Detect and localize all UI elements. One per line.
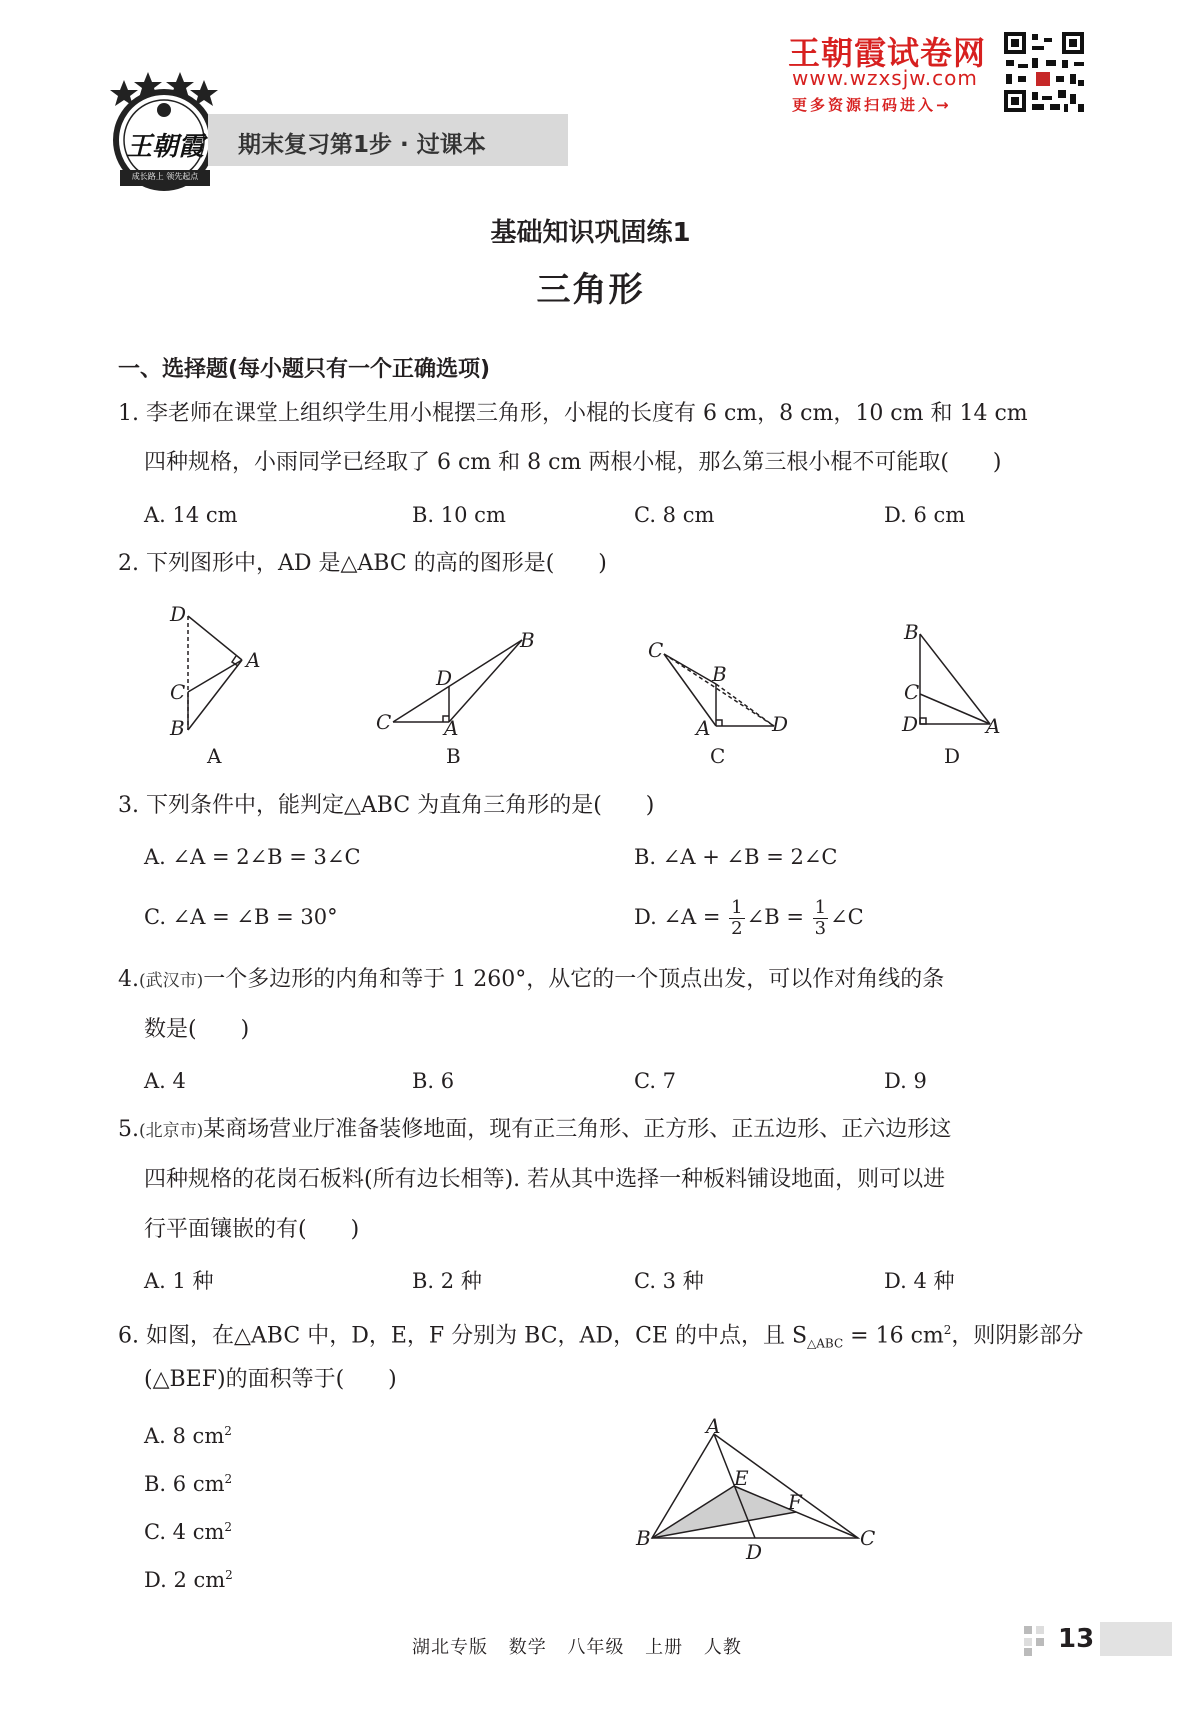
fa-label-b: B: [170, 716, 185, 740]
fd-label-b: B: [904, 620, 919, 644]
q3-d-fraction-1: $\frac{1}{2}$: [731, 897, 743, 939]
figure-b: [393, 640, 522, 722]
q6-option-a[interactable]: A. 8 $cm^2$: [144, 1424, 232, 1448]
q3-option-c[interactable]: C. ∠A = ∠B = 30°: [144, 905, 338, 929]
q4-option-a[interactable]: A. 4: [144, 1069, 186, 1093]
fb-label-b: B: [520, 628, 535, 652]
q2-text: 2. 下列图形中，AD 是△ABC 的高的图形是( ): [118, 551, 607, 576]
f6-label-b: B: [636, 1526, 651, 1550]
q2-caption-a[interactable]: A: [207, 744, 222, 768]
q3-d-fraction-2: $\frac{1}{3}$: [814, 897, 827, 939]
fa-label-c: C: [170, 680, 186, 704]
q5-option-d[interactable]: D. 4 种: [884, 1269, 955, 1293]
q6-line1: 6. 如图，在△ABC 中，D，E，F 分别为 BC，AD，CE 的中点，且 $S_{\triangle ABC} = 16$ $cm^2$，则阴影部分: [118, 1323, 1084, 1351]
fb-label-a: A: [444, 716, 459, 740]
q4-option-c[interactable]: C. 7: [634, 1069, 677, 1093]
q3-d-mid: ∠B =: [746, 905, 804, 929]
q6-option-d[interactable]: D. 2 $cm^2$: [144, 1568, 233, 1592]
q6-option-c[interactable]: C. 4 $cm^2$: [144, 1520, 233, 1544]
fb-label-c: C: [376, 710, 392, 734]
q5-option-c[interactable]: C. 3 种: [634, 1269, 704, 1293]
qr-code[interactable]: [1002, 30, 1086, 114]
q6-line2: (△BEF)的面积等于( ): [144, 1367, 397, 1392]
q4-line2: 数是( ): [144, 1017, 250, 1042]
q6-option-b[interactable]: B. 6 $cm^2$: [144, 1472, 233, 1496]
q3-d-prefix: D. ∠A =: [634, 905, 721, 929]
fc-label-b: B: [712, 662, 727, 686]
brand-name: 王朝霞试卷网: [788, 34, 987, 72]
f6-label-a: A: [706, 1414, 721, 1438]
f6-label-f: F: [788, 1490, 802, 1514]
q3-d-end: ∠C: [830, 905, 864, 929]
q3-text: 3. 下列条件中，能判定△ABC 为直角三角形的是( ): [118, 793, 655, 818]
subtitle: 基础知识巩固练1: [490, 218, 691, 248]
f6-label-d: D: [746, 1540, 763, 1564]
q1-line1: 1. 李老师在课堂上组织学生用小棍摆三角形，小棍的长度有 6 cm，8 cm，10 cm 和 14 cm: [118, 401, 1028, 426]
logo-slogan: 成长路上 领先起点: [131, 172, 199, 181]
f6-label-e: E: [734, 1466, 749, 1490]
brand-url[interactable]: www.wzxsjw.com: [792, 66, 978, 90]
q2-caption-c[interactable]: C: [710, 744, 726, 768]
figure-a: [188, 616, 242, 730]
logo-text: 王朝霞: [125, 132, 204, 162]
q1-option-b[interactable]: B. 10 cm: [412, 503, 506, 527]
q3-option-d[interactable]: [634, 894, 864, 940]
q4-line1: 4.(武汉市)一个多边形的内角和等于 1 260°，从它的一个顶点出发，可以作对角线的条: [118, 967, 945, 992]
fc-label-d: D: [772, 712, 789, 736]
q2-caption-d[interactable]: D: [944, 744, 961, 768]
fd-label-d: D: [902, 712, 919, 736]
q6-figure: [620, 1410, 880, 1560]
fd-label-a: A: [986, 714, 1001, 738]
q2-caption-b[interactable]: B: [446, 744, 461, 768]
q1-option-d[interactable]: D. 6 cm: [884, 503, 966, 527]
qr-code-icon: [1002, 30, 1086, 114]
fc-label-a: A: [696, 716, 711, 740]
q5-line3: 行平面镶嵌的有( ): [144, 1217, 360, 1242]
footer-edition: 湖北专版 数学 八年级 上册 人教: [412, 1637, 742, 1658]
q1-option-a[interactable]: A. 14 cm: [144, 503, 238, 527]
banner-title: 期末复习第1步 · 过课本: [238, 132, 486, 158]
q5-source: (北京市): [139, 1121, 204, 1141]
q3-option-b[interactable]: B. ∠A + ∠B = 2∠C: [634, 845, 838, 869]
q4-source: (武汉市): [139, 971, 204, 991]
f6-label-c: C: [860, 1526, 876, 1550]
logo: [104, 68, 224, 198]
page-number: 13: [1058, 1624, 1095, 1654]
page-number-bar: [1100, 1622, 1172, 1656]
fd-label-c: C: [904, 680, 920, 704]
q5-line2: 四种规格的花岗石板料(所有边长相等). 若从其中选择一种板料铺设地面，则可以进: [144, 1167, 946, 1192]
fc-label-c: C: [648, 638, 664, 662]
scan-prompt: 更多资源扫码进入→: [792, 96, 952, 114]
fa-label-a: A: [246, 648, 261, 672]
shaded-triangle-bef: [652, 1486, 796, 1538]
page-title: 三角形: [536, 270, 645, 310]
figure-d: [920, 634, 990, 724]
q5-line1: 5.(北京市)某商场营业厅准备装修地面，现有正三角形、正方形、正五边形、正六边形这: [118, 1117, 952, 1142]
page-number-decoration: [1024, 1626, 1052, 1656]
q1-option-c[interactable]: C. 8 cm: [634, 503, 715, 527]
q5-option-a[interactable]: A. 1 种: [144, 1269, 214, 1293]
page-corner-squares-icon: [1024, 1626, 1052, 1656]
q1-line2: 四种规格，小雨同学已经取了 6 cm 和 8 cm 两根小棍，那么第三根小棍不可能取( ): [144, 450, 1002, 475]
q4-option-b[interactable]: B. 6: [412, 1069, 455, 1093]
q3-option-a[interactable]: A. ∠A = 2∠B = 3∠C: [144, 845, 361, 869]
q5-option-b[interactable]: B. 2 种: [412, 1269, 482, 1293]
q4-option-d[interactable]: D. 9: [884, 1069, 927, 1093]
fa-label-d: D: [170, 602, 187, 626]
section-heading: 一、选择题(每小题只有一个正确选项): [118, 357, 491, 382]
fb-label-d: D: [436, 666, 453, 690]
